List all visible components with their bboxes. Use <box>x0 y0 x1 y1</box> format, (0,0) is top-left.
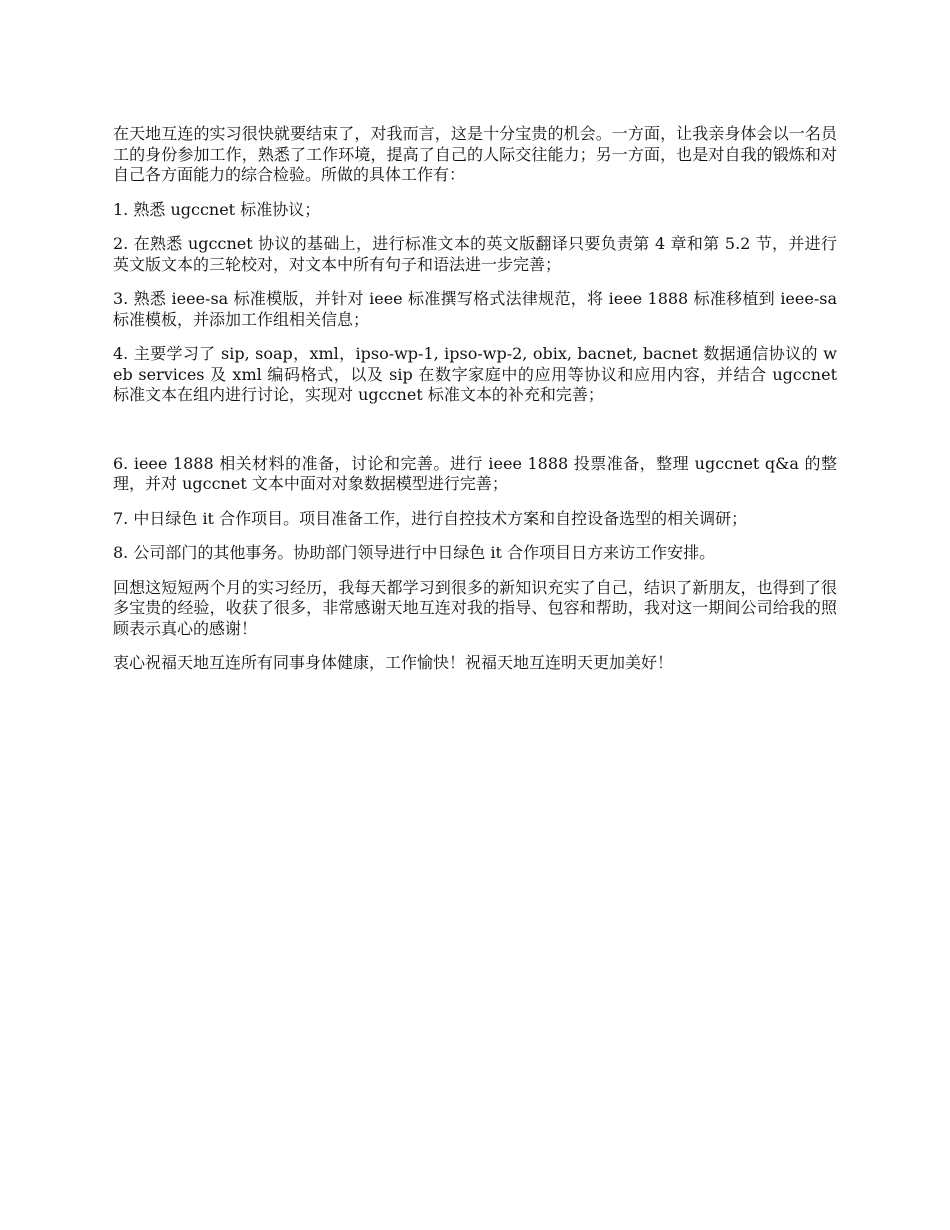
reflection-paragraph: 回想这短短两个月的实习经历，我每天都学习到很多的新知识充实了自己，结识了新朋友，也得到了很多宝贵的经验，收获了很多，非常感谢天地互连对我的指导、包容和帮助，我对这一期间公司给我的照顾表示真心的感谢！ <box>113 577 837 638</box>
list-item-2: 2. 在熟悉 ugccnet 协议的基础上，进行标准文本的英文版翻译只要负责第 4 章和第 5.2 节，并进行英文版文本的三轮校对，对文本中所有句子和语法进一步完善； <box>113 234 837 274</box>
list-item-6: 6. ieee 1888 相关材料的准备，讨论和完善。进行 ieee 1888 投票准备，整理 ugccnet q&a 的整理，并对 ugccnet 文本中面对对象数据模型进行完善； <box>113 453 837 493</box>
intro-paragraph: 在天地互连的实习很快就要结束了，对我而言，这是十分宝贵的机会。一方面，让我亲身体会以一名员工的身份参加工作，熟悉了工作环境，提高了自己的人际交往能力；另一方面，也是对自我的锻炼和对自己各方面能力的综合检验。所做的具体工作有： <box>113 124 837 184</box>
document-body <box>113 124 837 688</box>
list-item-1: 1. 熟悉 ugccnet 标准协议； <box>113 199 321 219</box>
list-item-3: 3. 熟悉 ieee-sa 标准模版，并针对 ieee 标准撰写格式法律规范，将 ieee 1888 标准移植到 ieee-sa 标准模板，并添加工作组相关信息； <box>113 289 837 329</box>
list-item-4: 4. 主要学习了 sip, soap，xml，ipso-wp-1, ipso-wp-2, obix, bacnet, bacnet 数据通信协议的 web services 及 xml 编码格式，以及 sip 在数字家庭中的应用等协议和应用内容，并结合 ugccnet 标准文本在组内进行讨论，实现对 ugccnet 标准文本的补充和完善； <box>113 344 837 404</box>
closing-paragraph: 衷心祝福天地互连所有同事身体健康，工作愉快！祝福天地互连明天更加美好！ <box>113 653 674 672</box>
blank-gap <box>113 420 837 454</box>
list-item-8: 8. 公司部门的其他事务。协助部门领导进行中日绿色 it 合作项目日方来访工作安排。 <box>113 543 716 562</box>
list-item-7: 7. 中日绿色 it 合作项目。项目准备工作，进行自控技术方案和自控设备选型的相关调研； <box>113 508 748 528</box>
